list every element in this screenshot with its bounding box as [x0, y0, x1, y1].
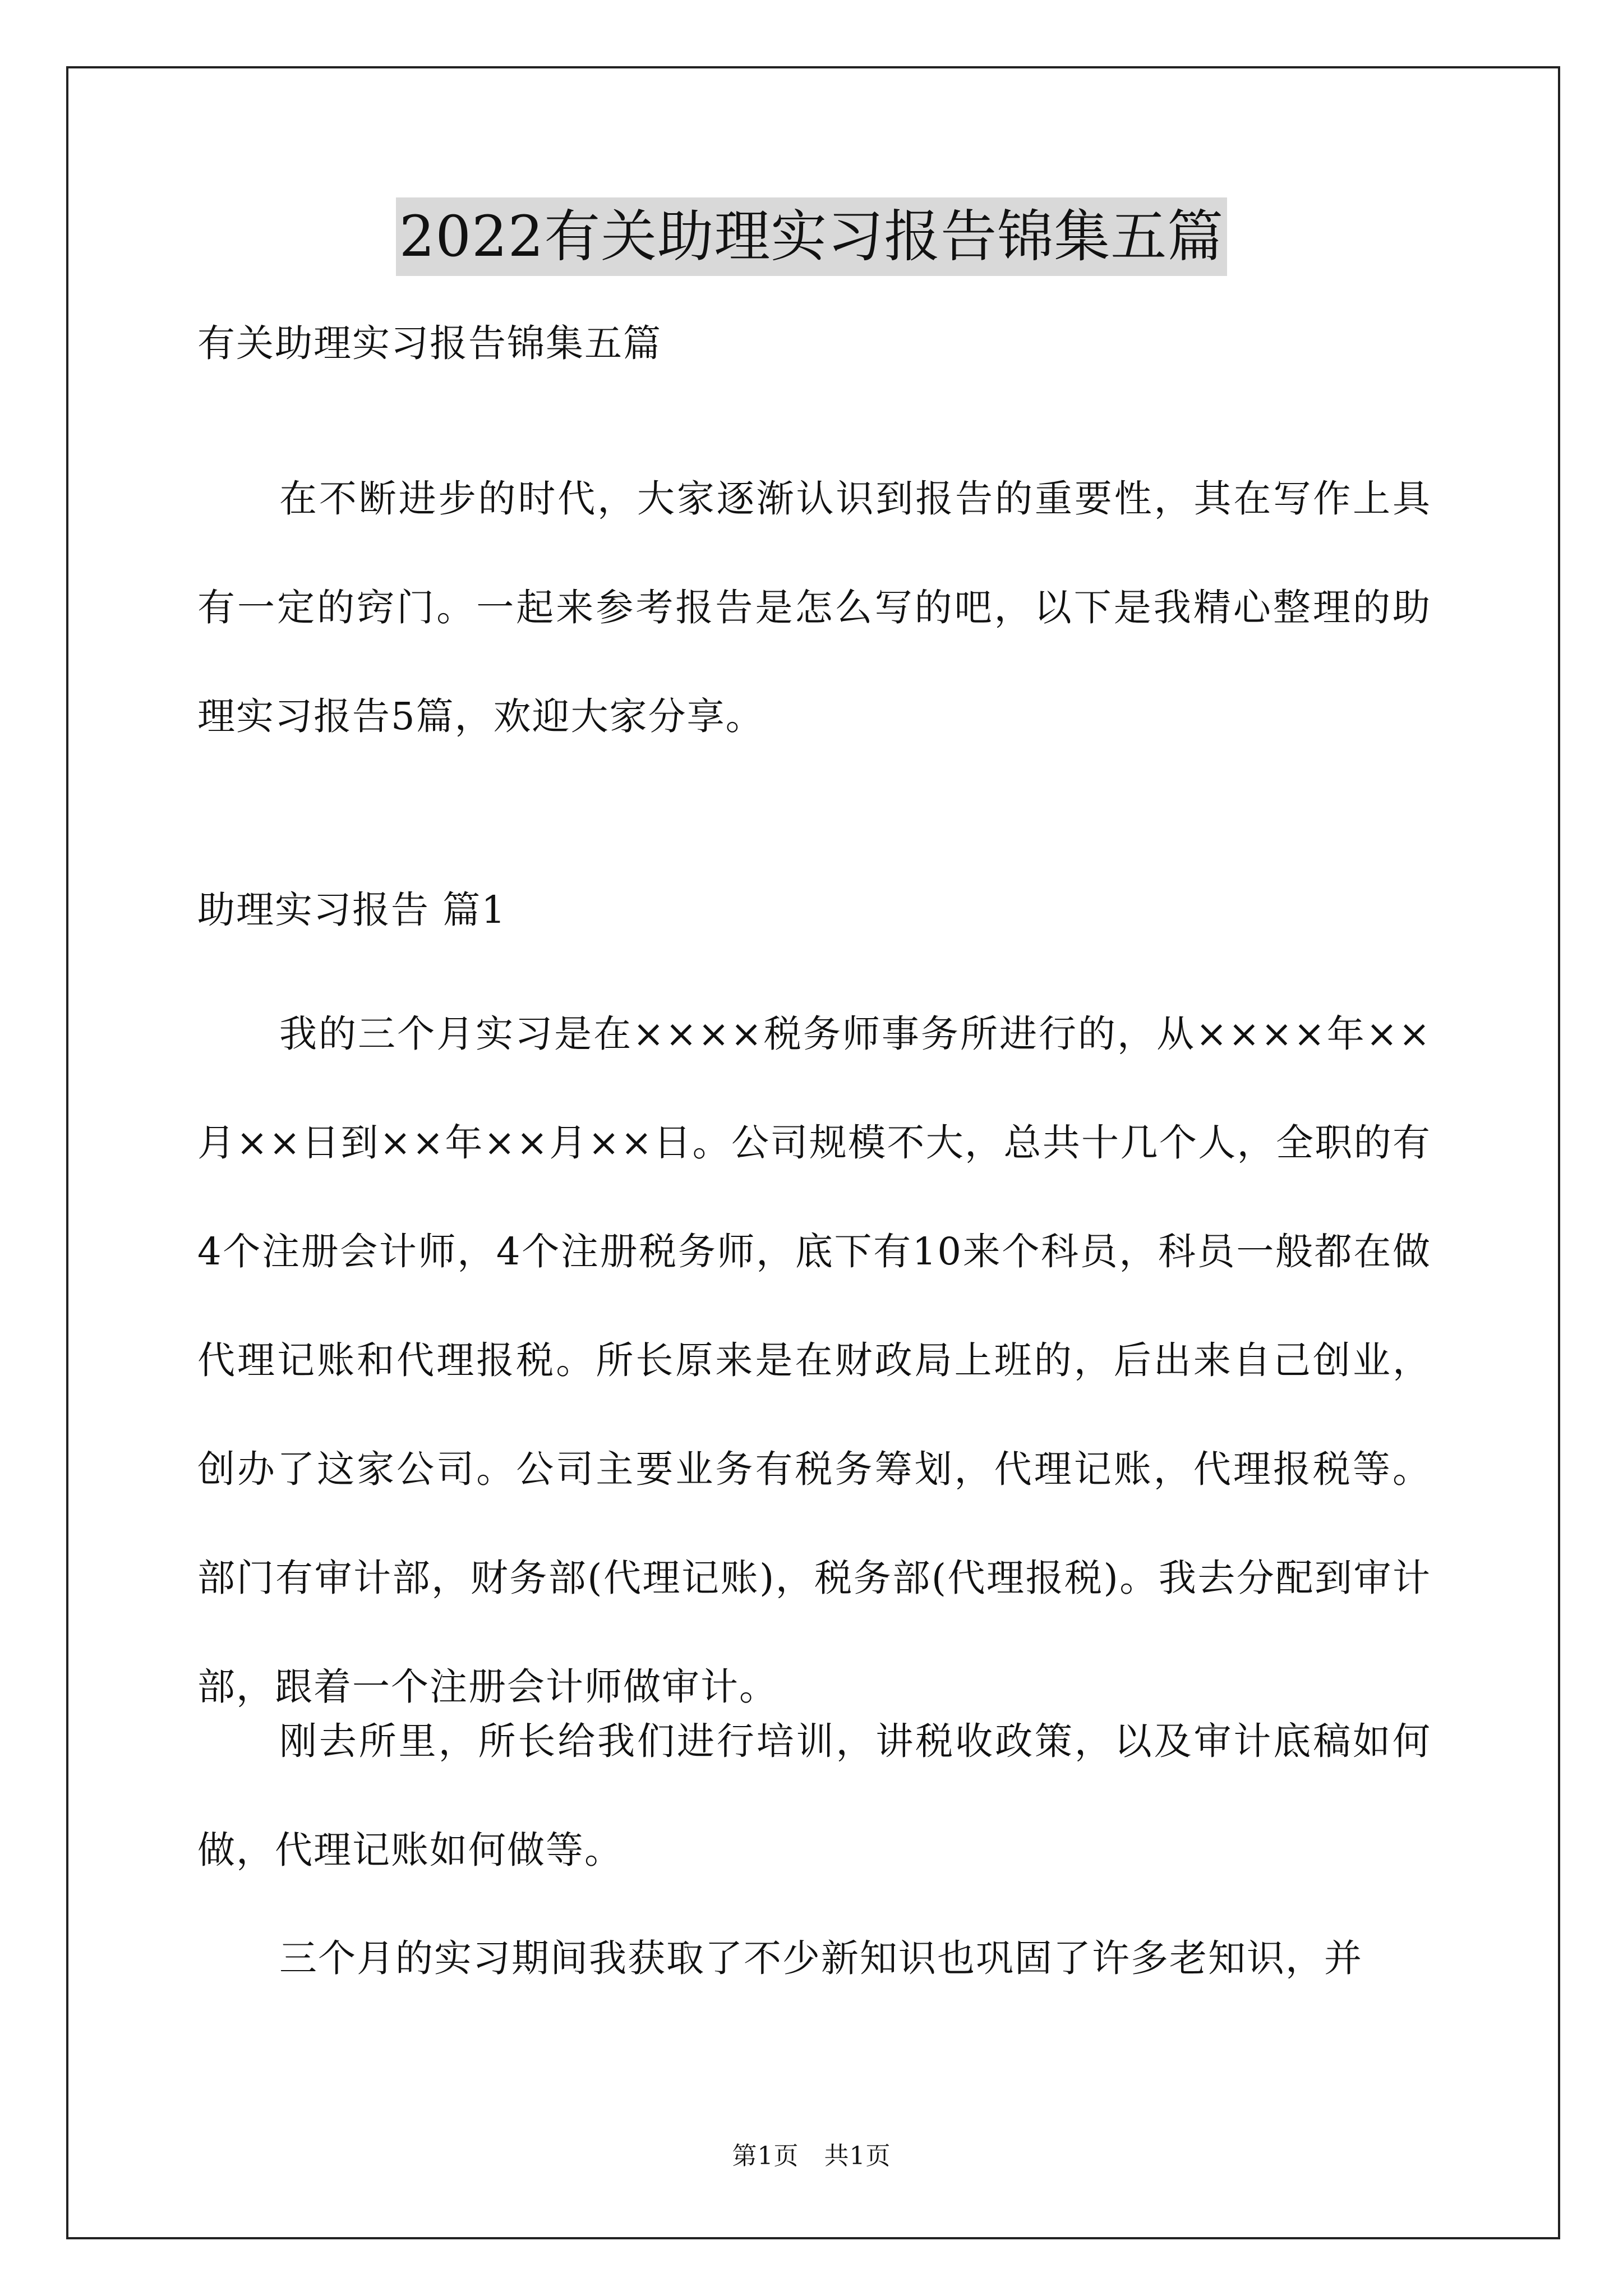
- title-container: [0, 197, 1623, 276]
- intro-paragraph: 在不断进步的时代，大家逐渐认识到报告的重要性，其在写作上具有一定的窍门。一起来参考报告是怎么写的吧，以下是我精心整理的助理实习报告5篇，欢迎大家分享。: [197, 477, 1431, 738]
- page-footer: 第1页 共1页: [732, 2142, 891, 2170]
- body-paragraph: 我的三个月实习是在××××税务师事务所进行的，从××××年××月××日到××年××月××日。公司规模不大，总共十几个人，全职的有4个注册会计师，4个注册税务师，底下有10来个科员，科员一般都在做代理记账和代理报税。所长原来是在财政局上班的，后出来自己创业，创办了这家公司。公司主要业务有税务筹划，代理记账，代理报税等。部门有审计部，财务部(代理记账)，税务部(代理报税)。我去分配到审计部，跟着一个注册会计师做审计。: [197, 1012, 1431, 1709]
- document-title: 2022有关助理实习报告锦集五篇: [396, 197, 1228, 276]
- document-subtitle: 有关助理实习报告锦集五篇: [197, 321, 662, 365]
- body-paragraph: 三个月的实习期间我获取了不少新知识也巩固了许多老知识，并: [279, 1936, 1363, 1980]
- body-paragraph: 刚去所里，所长给我们进行培训，讲税收政策，以及审计底稿如何做，代理记账如何做等。: [197, 1719, 1431, 1872]
- section-heading: 助理实习报告 篇1: [197, 888, 506, 932]
